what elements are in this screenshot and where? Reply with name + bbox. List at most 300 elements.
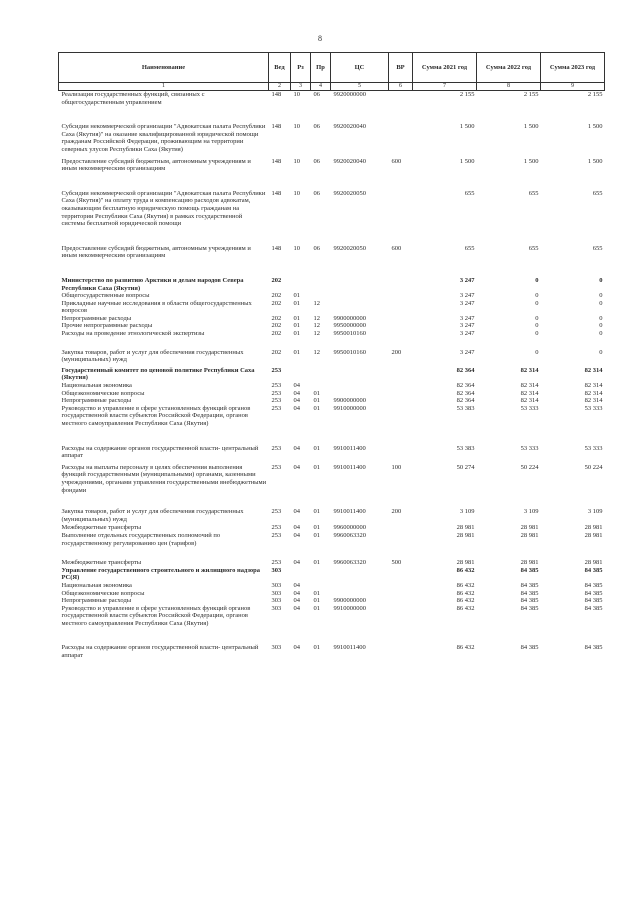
row-name: Управление государственного строительного и жилищного надзора РС(Я) <box>61 566 261 582</box>
table-row <box>59 547 605 567</box>
row-rz: 04 <box>293 463 300 471</box>
row-sum-2022: 0 <box>535 314 539 322</box>
row-sum-2023: 0 <box>599 330 603 338</box>
row-name: Расходы на проведение этнологической экспертизы <box>61 330 205 338</box>
row-ved: 253 <box>271 397 282 405</box>
table-row <box>59 597 605 605</box>
row-sum-2022: 28 981 <box>520 524 539 532</box>
row-sum-2022: 53 333 <box>520 444 539 452</box>
row-vr <box>389 364 413 382</box>
row-name: Прикладные научные исследования в области общегосударственных вопросов <box>61 299 252 315</box>
row-rz: 10 <box>293 91 300 98</box>
row-pr: 01 <box>313 404 320 412</box>
row-sum-2021: 50 274 <box>456 463 475 471</box>
row-name: Непрограммные расходы <box>61 397 132 405</box>
row-name: Предоставление субсидий бюджетным, автономным учреждениям и иным некоммерческим организациям <box>61 157 251 173</box>
row-sum-2021: 82 364 <box>456 397 475 405</box>
row-vr <box>389 330 413 338</box>
row-ved: 202 <box>271 348 282 356</box>
row-sum-2021: 82 364 <box>456 389 475 397</box>
row-pr <box>311 567 331 582</box>
row-cs <box>331 300 389 315</box>
row-sum-2022: 53 333 <box>520 404 539 412</box>
page-number: 8 <box>318 34 322 43</box>
row-pr: 01 <box>313 604 320 612</box>
row-cs: 9920020040 <box>333 123 366 131</box>
row-pr: 01 <box>313 589 320 597</box>
row-rz: 01 <box>293 322 300 330</box>
row-name: Субсидии некоммерческой организации "Адвокатская палата Республики Саха (Якутия)" на оказание квалифицированной юридической помощи гражданам Российской Федерации, проживающим на территории северных улусов Республики Саха (Якутия) <box>61 123 266 153</box>
row-rz: 04 <box>293 389 300 397</box>
row-rz: 04 <box>293 404 300 412</box>
row-vr <box>389 523 413 532</box>
table-row <box>59 315 605 323</box>
table-row <box>59 627 605 659</box>
row-vr <box>389 567 413 582</box>
table-row <box>59 382 605 390</box>
table-row <box>59 405 605 428</box>
row-sum-2021: 3 247 <box>459 330 475 338</box>
row-pr: 06 <box>313 244 320 252</box>
row-ved: 202 <box>271 292 282 300</box>
row-rz: 04 <box>293 531 300 539</box>
row-sum-2023: 84 385 <box>584 604 603 612</box>
row-vr <box>389 173 413 228</box>
column-number: 9 <box>541 83 605 91</box>
row-sum-2023: 0 <box>599 276 603 284</box>
row-sum-2022: 28 981 <box>520 531 539 539</box>
row-pr: 06 <box>313 123 320 131</box>
row-cs: 9920020040 <box>333 157 366 165</box>
row-sum-2023: 1 500 <box>587 157 603 165</box>
row-sum-2021: 28 981 <box>456 559 475 567</box>
row-rz: 04 <box>293 559 300 567</box>
header-name: Наименование <box>59 53 269 83</box>
table-row <box>59 260 605 292</box>
row-sum-2023: 2 155 <box>587 91 603 98</box>
row-pr <box>311 292 331 300</box>
row-vr: 600 <box>391 244 402 252</box>
row-ved: 148 <box>271 244 282 252</box>
row-ved: 148 <box>271 189 282 197</box>
row-sum-2021: 1 500 <box>459 123 475 131</box>
row-vr <box>389 315 413 323</box>
row-cs <box>331 390 389 398</box>
row-vr <box>389 532 413 547</box>
header-ved: Вед <box>269 53 291 83</box>
row-sum-2023: 82 314 <box>584 366 603 374</box>
row-sum-2023: 3 109 <box>587 508 603 516</box>
row-sum-2023: 82 314 <box>584 382 603 390</box>
column-number: 3 <box>291 83 311 91</box>
table-row <box>59 494 605 523</box>
row-vr: 200 <box>391 508 402 516</box>
row-pr: 01 <box>313 559 320 567</box>
row-rz: 04 <box>293 597 300 605</box>
row-sum-2022: 1 500 <box>523 123 539 131</box>
row-name: Руководство и управление в сфере установленных функций органов государственной власти субъектов Российской Федерации, органов местного самоуправления Республики Саха (Якутия) <box>61 604 251 627</box>
row-pr: 06 <box>313 91 320 98</box>
table-row <box>59 364 605 382</box>
row-vr: 100 <box>391 463 402 471</box>
row-ved: 253 <box>271 508 282 516</box>
row-ved: 303 <box>271 644 282 652</box>
row-sum-2021: 86 432 <box>456 589 475 597</box>
table-row <box>59 605 605 628</box>
table-row <box>59 300 605 315</box>
budget-table <box>58 52 605 660</box>
column-number: 4 <box>311 83 331 91</box>
row-vr <box>389 627 413 659</box>
row-ved: 253 <box>271 366 282 374</box>
row-sum-2021: 3 247 <box>459 322 475 330</box>
row-cs: 9920000000 <box>333 91 366 98</box>
table-row <box>59 390 605 398</box>
row-vr <box>389 390 413 398</box>
row-rz: 01 <box>293 299 300 307</box>
row-rz: 10 <box>293 189 300 197</box>
row-sum-2022: 50 224 <box>520 463 539 471</box>
row-sum-2022: 0 <box>535 322 539 330</box>
row-sum-2022: 84 385 <box>520 581 539 589</box>
row-name: Непрограммные расходы <box>61 314 132 322</box>
row-sum-2022: 28 981 <box>520 559 539 567</box>
row-ved: 303 <box>271 597 282 605</box>
row-sum-2023: 0 <box>599 348 603 356</box>
row-cs: 9910000000 <box>333 404 366 412</box>
row-sum-2023: 655 <box>592 244 603 252</box>
row-sum-2023: 84 385 <box>584 581 603 589</box>
row-sum-2021: 86 432 <box>456 604 475 612</box>
row-pr: 01 <box>313 644 320 652</box>
column-number-row <box>59 83 605 91</box>
row-cs: 9950010160 <box>333 330 366 338</box>
column-number: 8 <box>477 83 541 91</box>
row-cs <box>331 382 389 390</box>
row-cs: 9910011400 <box>333 508 366 516</box>
row-pr: 01 <box>313 508 320 516</box>
row-pr: 01 <box>313 531 320 539</box>
row-sum-2021: 86 432 <box>456 581 475 589</box>
row-vr <box>389 605 413 628</box>
row-ved: 202 <box>271 276 282 284</box>
row-cs: 9950000000 <box>333 322 366 330</box>
row-sum-2022: 82 314 <box>520 366 539 374</box>
row-pr: 01 <box>313 524 320 532</box>
row-pr: 01 <box>313 397 320 405</box>
header-vr: ВР <box>389 53 413 83</box>
row-rz: 04 <box>293 397 300 405</box>
row-name: Руководство и управление в сфере установленных функций органов государственной власти субъектов Российской Федерации, органов местного самоуправления Республики Саха (Якутия) <box>61 404 251 427</box>
row-rz: 04 <box>293 581 300 589</box>
row-cs: 9910011400 <box>333 463 366 471</box>
row-sum-2022: 84 385 <box>520 597 539 605</box>
table-row <box>59 523 605 532</box>
row-rz: 04 <box>293 644 300 652</box>
row-ved: 253 <box>271 559 282 567</box>
table-row <box>59 567 605 582</box>
column-number: 6 <box>389 83 413 91</box>
row-sum-2021: 82 364 <box>456 382 475 390</box>
row-vr <box>389 300 413 315</box>
row-sum-2023: 50 224 <box>584 463 603 471</box>
table-row <box>59 322 605 330</box>
row-cs: 9960063320 <box>333 559 366 567</box>
row-sum-2023: 28 981 <box>584 524 603 532</box>
row-pr: 01 <box>313 444 320 452</box>
table-row <box>59 460 605 494</box>
row-name: Прочие непрограммные расходы <box>61 322 153 330</box>
row-name: Непрограммные расходы <box>61 597 132 605</box>
row-pr <box>311 260 331 292</box>
row-pr: 12 <box>313 330 320 338</box>
row-rz: 01 <box>293 314 300 322</box>
row-name: Министерство по развитию Арктики и делам народов Севера Республики Саха (Якутия) <box>61 276 244 292</box>
row-cs: 9900000000 <box>333 314 366 322</box>
row-name: Субсидии некоммерческой организации "Адвокатская палата Республики Саха (Якутия)" на оплату труда и компенсацию расходов адвокатам, оказывающим бесплатную юридическую помощь гражданам на территории Республики Саха (Якутия) в рамках государственной системы бесплатной юридической помощи <box>61 189 266 228</box>
row-pr: 06 <box>313 189 320 197</box>
row-sum-2021: 3 247 <box>459 276 475 284</box>
row-cs: 9960063320 <box>333 531 366 539</box>
table-row <box>59 91 605 107</box>
row-vr <box>389 292 413 300</box>
row-ved: 253 <box>271 382 282 390</box>
row-name: Реализация государственных функций, связанных с общегосударственным управлением <box>61 91 205 106</box>
row-name: Закупка товаров, работ и услуг для обеспечения государственных (муниципальных) нужд <box>61 508 244 523</box>
row-sum-2022: 0 <box>535 348 539 356</box>
row-sum-2021: 655 <box>464 244 475 252</box>
row-ved: 303 <box>271 589 282 597</box>
row-cs <box>331 260 389 292</box>
row-sum-2023: 0 <box>599 292 603 300</box>
row-vr <box>389 106 413 153</box>
column-number: 2 <box>269 83 291 91</box>
row-rz: 01 <box>293 348 300 356</box>
row-sum-2022: 2 155 <box>523 91 539 98</box>
row-sum-2022: 1 500 <box>523 157 539 165</box>
row-pr: 12 <box>313 322 320 330</box>
row-sum-2022: 82 314 <box>520 382 539 390</box>
row-cs <box>331 292 389 300</box>
row-sum-2021: 3 109 <box>459 508 475 516</box>
table-row <box>59 330 605 338</box>
row-rz: 04 <box>293 508 300 516</box>
header-sum-2023: Сумма 2023 год <box>541 53 605 83</box>
row-name: Выполнение отдельных государственных полномочий по государственному регулированию цен (тарифов) <box>61 531 221 547</box>
row-sum-2021: 53 383 <box>456 444 475 452</box>
row-sum-2021: 28 981 <box>456 524 475 532</box>
row-name: Расходы на выплаты персоналу в целях обеспечения выполнения функций государственными (муниципальными) органами, казенными учреждениями, органами управления государственными внебюджетными фондами <box>61 463 267 494</box>
row-vr <box>389 428 413 460</box>
row-rz: 04 <box>293 524 300 532</box>
row-sum-2023: 84 385 <box>584 597 603 605</box>
row-sum-2021: 82 364 <box>456 366 475 374</box>
row-rz: 10 <box>293 123 300 131</box>
row-vr <box>389 382 413 390</box>
row-cs <box>331 364 389 382</box>
row-sum-2021: 1 500 <box>459 157 475 165</box>
row-sum-2023: 53 333 <box>584 444 603 452</box>
header-rz: Рз <box>291 53 311 83</box>
row-sum-2022: 0 <box>535 276 539 284</box>
row-rz: 04 <box>293 604 300 612</box>
row-rz: 04 <box>293 382 300 390</box>
row-cs: 9910011400 <box>333 444 366 452</box>
table-row <box>59 106 605 153</box>
table-row <box>59 397 605 405</box>
row-rz: 04 <box>293 589 300 597</box>
table-row <box>59 173 605 228</box>
row-cs: 9920020050 <box>333 189 366 197</box>
row-vr <box>389 397 413 405</box>
table-row <box>59 590 605 598</box>
row-name: Государственный комитет по ценовой политике Республики Саха (Якутия) <box>61 366 255 382</box>
row-rz <box>291 260 311 292</box>
row-vr <box>389 91 413 107</box>
row-sum-2022: 82 314 <box>520 397 539 405</box>
column-number: 5 <box>331 83 389 91</box>
row-ved: 148 <box>271 91 282 98</box>
row-sum-2021: 28 981 <box>456 531 475 539</box>
row-name: Национальная экономика <box>61 581 132 589</box>
row-ved: 253 <box>271 531 282 539</box>
row-ved: 253 <box>271 444 282 452</box>
row-sum-2022: 84 385 <box>520 589 539 597</box>
row-sum-2021: 2 155 <box>459 91 475 98</box>
row-ved: 202 <box>271 299 282 307</box>
row-pr: 12 <box>313 348 320 356</box>
row-sum-2021: 86 432 <box>456 644 475 652</box>
row-sum-2022: 84 385 <box>520 566 539 574</box>
row-name: Национальная экономика <box>61 382 132 390</box>
row-ved: 202 <box>271 314 282 322</box>
row-name: Общеэкономические вопросы <box>61 589 145 597</box>
row-sum-2023: 1 500 <box>587 123 603 131</box>
row-sum-2021: 53 383 <box>456 404 475 412</box>
row-sum-2023: 655 <box>592 189 603 197</box>
row-ved: 303 <box>271 581 282 589</box>
table-row <box>59 338 605 364</box>
table-row <box>59 292 605 300</box>
row-vr <box>389 405 413 428</box>
table-row <box>59 532 605 547</box>
row-vr: 500 <box>391 559 402 567</box>
row-pr: 06 <box>313 157 320 165</box>
row-ved: 303 <box>271 604 282 612</box>
row-vr: 600 <box>391 157 402 165</box>
row-name: Общеэкономические вопросы <box>61 389 145 397</box>
row-rz <box>291 567 311 582</box>
row-pr <box>311 382 331 390</box>
row-ved: 148 <box>271 123 282 131</box>
row-pr: 12 <box>313 314 320 322</box>
row-sum-2022: 0 <box>535 299 539 307</box>
row-sum-2022: 655 <box>528 244 539 252</box>
row-rz: 01 <box>293 292 300 300</box>
row-sum-2022: 82 314 <box>520 389 539 397</box>
row-sum-2023: 82 314 <box>584 389 603 397</box>
row-cs <box>331 567 389 582</box>
row-pr <box>311 364 331 382</box>
row-rz <box>291 364 311 382</box>
row-sum-2021: 3 247 <box>459 348 475 356</box>
row-cs: 9910011400 <box>333 644 366 652</box>
row-cs <box>331 582 389 590</box>
row-pr: 01 <box>313 463 320 471</box>
row-sum-2023: 84 385 <box>584 589 603 597</box>
row-vr <box>389 597 413 605</box>
header-cs: ЦС <box>331 53 389 83</box>
table-row <box>59 582 605 590</box>
column-number: 7 <box>413 83 477 91</box>
row-cs: 9950010160 <box>333 348 366 356</box>
row-name: Предоставление субсидий бюджетным, автономным учреждениям и иным некоммерческим организациям <box>61 244 251 260</box>
row-ved: 148 <box>271 157 282 165</box>
row-sum-2023: 84 385 <box>584 644 603 652</box>
row-rz: 10 <box>293 244 300 252</box>
row-ved: 253 <box>271 463 282 471</box>
row-pr: 12 <box>313 299 320 307</box>
row-ved: 253 <box>271 524 282 532</box>
row-cs: 9960000000 <box>333 524 366 532</box>
row-rz: 04 <box>293 444 300 452</box>
row-name: Межбюджетные трансферты <box>61 559 142 567</box>
row-pr: 01 <box>313 389 320 397</box>
row-name: Расходы на содержание органов государственной власти- центральный аппарат <box>61 644 259 660</box>
row-rz: 01 <box>293 330 300 338</box>
row-ved: 303 <box>271 566 282 574</box>
row-cs: 9900000000 <box>333 597 366 605</box>
table-row <box>59 228 605 260</box>
row-sum-2023: 0 <box>599 314 603 322</box>
row-sum-2023: 84 385 <box>584 566 603 574</box>
header-pr: Пр <box>311 53 331 83</box>
table-row <box>59 428 605 460</box>
row-name: Закупка товаров, работ и услуг для обеспечения государственных (муниципальных) нужд <box>61 348 244 364</box>
row-sum-2021: 655 <box>464 189 475 197</box>
header-sum-2022: Сумма 2022 год <box>477 53 541 83</box>
row-sum-2022: 84 385 <box>520 604 539 612</box>
row-cs <box>331 590 389 598</box>
table-header-row <box>59 53 605 83</box>
row-cs: 9900000000 <box>333 397 366 405</box>
row-sum-2022: 0 <box>535 330 539 338</box>
row-sum-2022: 0 <box>535 292 539 300</box>
row-vr <box>389 582 413 590</box>
row-sum-2023: 0 <box>599 299 603 307</box>
row-sum-2021: 3 247 <box>459 314 475 322</box>
row-sum-2022: 655 <box>528 189 539 197</box>
row-ved: 202 <box>271 322 282 330</box>
row-cs: 9920020050 <box>333 244 366 252</box>
row-pr <box>311 582 331 590</box>
row-name: Расходы на содержание органов государственной власти- центральный аппарат <box>61 444 259 460</box>
row-sum-2023: 82 314 <box>584 397 603 405</box>
row-ved: 253 <box>271 389 282 397</box>
row-sum-2022: 3 109 <box>523 508 539 516</box>
row-sum-2023: 28 981 <box>584 531 603 539</box>
row-rz: 10 <box>293 157 300 165</box>
row-sum-2021: 86 432 <box>456 566 475 574</box>
row-sum-2021: 86 432 <box>456 597 475 605</box>
row-sum-2021: 3 247 <box>459 292 475 300</box>
column-number: 1 <box>59 83 269 91</box>
row-name: Межбюджетные трансферты <box>61 524 142 532</box>
row-vr <box>389 260 413 292</box>
row-sum-2022: 84 385 <box>520 644 539 652</box>
row-ved: 202 <box>271 330 282 338</box>
row-vr <box>389 590 413 598</box>
